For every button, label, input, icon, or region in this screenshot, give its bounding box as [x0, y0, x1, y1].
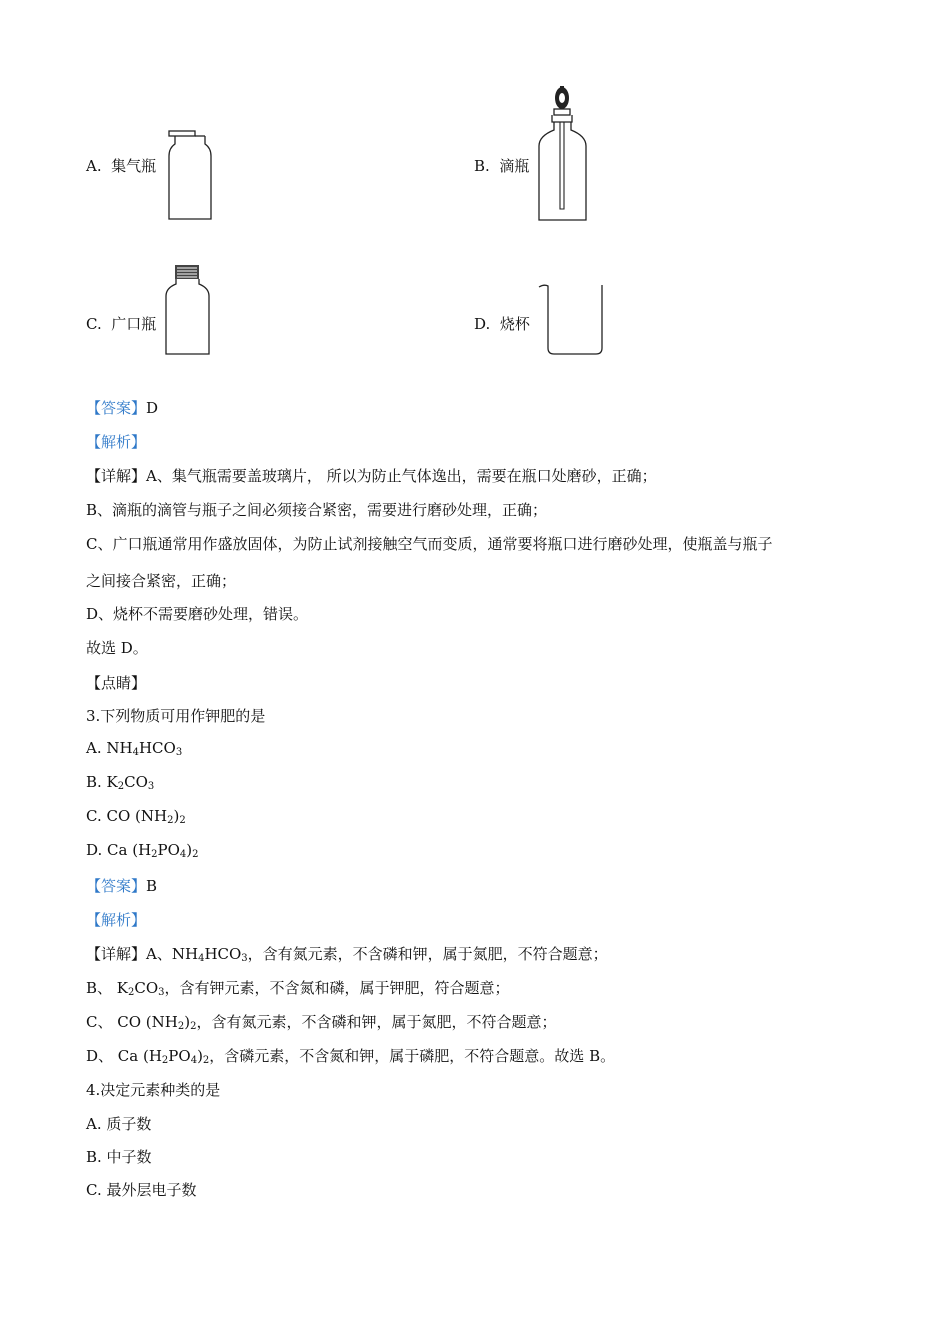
- formula-part: C. CO (NH: [86, 807, 168, 825]
- q3-detail-b: [86, 977, 510, 998]
- wide-mouth-bottle-icon: [163, 262, 213, 358]
- gas-collecting-bottle-icon: [166, 128, 218, 222]
- option-c: [86, 313, 156, 334]
- detail-text: A、集气瓶需要盖玻璃片， 所以为防止气体逸出，需要在瓶口处磨砂，正确；: [146, 467, 657, 485]
- q3-option-c: [86, 807, 186, 826]
- q4-option-a: A. 质子数: [86, 1115, 152, 1133]
- q3-analysis-tag: 【解析】: [86, 911, 147, 929]
- q4-option-c: C. 最外层电子数: [86, 1181, 197, 1199]
- formula-sub: 3: [147, 781, 155, 792]
- q2-comment-tag: 【点睛】: [86, 674, 147, 692]
- q4-stem: 4.决定元素种类的是: [86, 1081, 221, 1099]
- formula-sub: 2: [190, 1021, 197, 1032]
- q3-detail-d: [86, 1045, 615, 1066]
- formula-sub: 4: [132, 747, 139, 758]
- formula-part: D. Ca (H: [86, 841, 152, 859]
- formula-sub: 3: [175, 747, 183, 758]
- formula-sub: 2: [179, 815, 186, 826]
- detail-part: B、 K: [86, 979, 128, 997]
- formula-sub: 3: [158, 987, 165, 998]
- detail-part: D、 Ca (H: [86, 1047, 162, 1065]
- option-label: 广口瓶: [111, 315, 157, 333]
- formula-sub: 2: [117, 781, 125, 792]
- detail-part: CO: [134, 979, 159, 997]
- answer-tag: 【答案】: [86, 877, 147, 895]
- detail-tag: 【详解】: [86, 945, 147, 963]
- detail-part: ): [184, 1013, 191, 1031]
- formula-sub: 4: [179, 849, 187, 860]
- q3-answer: [86, 875, 157, 896]
- option-key: D.: [474, 315, 491, 333]
- q2-detail-line: [86, 465, 657, 486]
- q2-conclusion: 故选 D。: [86, 639, 148, 657]
- q3-option-b: [86, 773, 154, 792]
- q2-detail-line: C、广口瓶通常用作盛放固体，为防止试剂接触空气而变质，通常要将瓶口进行磨砂处理，使瓶盖与瓶子: [86, 535, 773, 553]
- formula-sub: 2: [128, 987, 135, 998]
- q3-option-d: [86, 841, 199, 860]
- detail-part: ，含有氮元素，不含磷和钾，属于氮肥，不符合题意；: [196, 1013, 557, 1031]
- detail-tag: 【详解】: [86, 467, 147, 485]
- detail-part: ，含磷元素，不含氮和钾，属于磷肥，不符合题意。故选 B。: [209, 1047, 616, 1065]
- q2-detail-line: D、烧杯不需要磨砂处理，错误。: [86, 605, 309, 623]
- detail-part: C、 CO (NH: [86, 1013, 178, 1031]
- formula-part: HCO: [138, 739, 176, 757]
- formula-sub: 3: [241, 953, 248, 964]
- formula-part: ): [173, 807, 180, 825]
- formula-part: ): [186, 841, 193, 859]
- formula-sub: 2: [177, 1021, 185, 1032]
- option-label: 烧杯: [499, 315, 530, 333]
- q2-answer: [86, 397, 158, 418]
- q2-detail-line: 之间接合紧密，正确；: [86, 572, 237, 590]
- option-key: B.: [474, 157, 490, 175]
- option-b: [474, 155, 529, 176]
- detail-part: HCO: [204, 945, 242, 963]
- option-a: [86, 155, 156, 176]
- detail-part: A、NH: [146, 945, 199, 963]
- formula-sub: 2: [202, 1055, 210, 1066]
- q3-stem: 3.下列物质可用作钾肥的是: [86, 707, 266, 725]
- option-label: 滴瓶: [499, 157, 530, 175]
- answer-tag: 【答案】: [86, 399, 147, 417]
- formula-sub: 2: [167, 815, 174, 826]
- detail-part: ，含有钾元素，不含氮和磷，属于钾肥，符合题意；: [164, 979, 510, 997]
- answer-value: B: [146, 877, 158, 895]
- option-key: C.: [86, 315, 102, 333]
- formula-sub: 4: [190, 1055, 198, 1066]
- formula-part: PO: [157, 841, 180, 859]
- q3-detail-c: [86, 1011, 556, 1032]
- q3-detail-a: [86, 943, 608, 964]
- answer-value: D: [146, 399, 159, 417]
- detail-part: ，含有氮元素，不含磷和钾，属于氮肥，不符合题意；: [247, 945, 608, 963]
- formula-part: CO: [124, 773, 148, 791]
- formula-part: B. K: [86, 773, 118, 791]
- formula-sub: 2: [151, 849, 158, 860]
- formula-part: A. NH: [86, 739, 133, 757]
- option-key: A.: [86, 157, 102, 175]
- beaker-icon: [536, 282, 606, 358]
- dropper-bottle-icon: [536, 82, 590, 224]
- q2-detail-line: B、滴瓶的滴管与瓶子之间必须接合紧密，需要进行磨砂处理，正确；: [86, 501, 548, 519]
- formula-sub: 4: [198, 953, 205, 964]
- option-label: 集气瓶: [111, 157, 157, 175]
- q4-option-b: B. 中子数: [86, 1148, 152, 1166]
- option-d: [474, 313, 530, 334]
- q3-option-a: [86, 739, 182, 758]
- formula-sub: 2: [192, 849, 199, 860]
- q2-analysis-tag: 【解析】: [86, 433, 147, 451]
- detail-part: PO: [168, 1047, 191, 1065]
- formula-sub: 2: [161, 1055, 169, 1066]
- detail-part: ): [197, 1047, 203, 1065]
